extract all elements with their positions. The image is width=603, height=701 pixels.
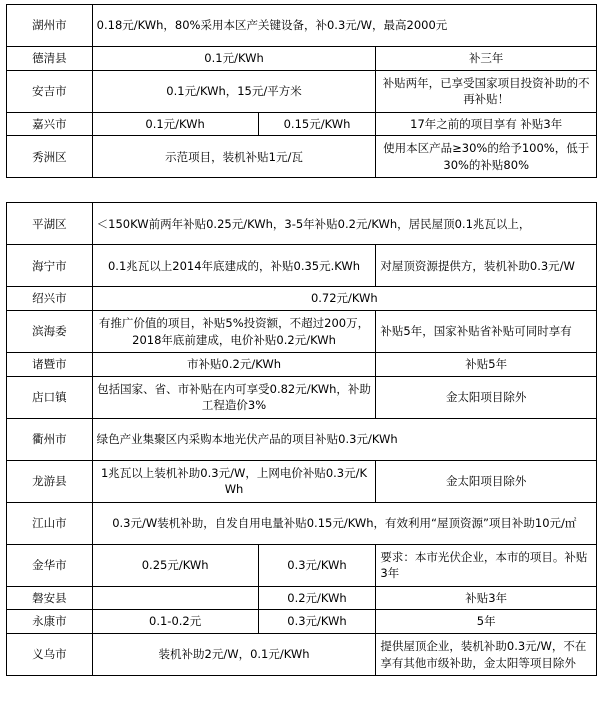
region-cell: 江山市 [7,502,93,544]
table-row [7,460,597,502]
content-cell: 示范项目，装机补贴1元/瓦 [92,136,376,178]
content-cell: 1兆瓦以上装机补助0.3元/W，上网电价补贴0.3元/KWh [92,460,376,502]
note-cell: 补贴3年 [376,586,597,610]
table-row [7,376,597,418]
region-cell: 海宁市 [7,245,93,287]
content-cell: 包括国家、省、市补贴在内可享受0.82元/KWh，补助工程造价3% [92,376,376,418]
content-cell-a: 0.25元/KWh [92,544,258,586]
table-row [7,586,597,610]
table-gap-divider [6,178,597,202]
table-row [7,610,597,634]
table-body-top [7,5,597,178]
content-cell: 0.1元/KWh，15元/平方米 [92,70,376,112]
content-cell-b: 0.15元/KWh [258,112,376,136]
table-row [7,136,597,178]
content-cell: 绿色产业集聚区内采购本地光伏产品的项目补贴0.3元/KWh [92,418,596,460]
note-cell: 17年之前的项目享有 补贴3年 [376,112,597,136]
table-row [7,634,597,676]
region-cell: 绍兴市 [7,287,93,311]
region-cell: 嘉兴市 [7,112,93,136]
content-cell: 市补贴0.2元/KWh [92,353,376,377]
region-cell: 永康市 [7,610,93,634]
region-cell: 滨海委 [7,311,93,353]
note-cell: 补贴两年，已享受国家项目投资补助的不再补贴！ [376,70,597,112]
subsidy-table-bottom [6,202,597,676]
region-cell: 店口镇 [7,376,93,418]
content-cell: 0.3元/W装机补助，自发自用电量补贴0.15元/KWh，有效利用“屋顶资源”项目补助10元/㎡ [92,502,596,544]
table-row [7,502,597,544]
content-cell-b: 0.3元/KWh [258,544,376,586]
table-row [7,5,597,47]
table-row [7,245,597,287]
content-cell: 0.1兆瓦以上2014年底建成的，补贴0.35元.KWh [92,245,376,287]
note-cell: 补贴5年 [376,353,597,377]
region-cell: 秀洲区 [7,136,93,178]
region-cell: 磐安县 [7,586,93,610]
content-cell: ＜150KW前两年补贴0.25元/KWh，3-5年补贴0.2元/KWh，居民屋顶0.1兆瓦以上， [92,203,596,245]
table-row [7,203,597,245]
table-row [7,311,597,353]
content-cell: 有推广价值的项目，补贴5%投资额，不超过200万，2018年底前建成，电价补贴0.2元/KWh [92,311,376,353]
note-cell: 要求：本市光伏企业，本市的项目。补贴3年 [376,544,597,586]
region-cell: 龙游县 [7,460,93,502]
content-cell-a [92,586,258,610]
subsidy-table-top [6,4,597,178]
content-cell: 0.18元/KWh，80%采用本区产关键设备，补0.3元/W，最高2000元 [92,5,596,47]
region-cell: 安吉市 [7,70,93,112]
region-cell: 诸暨市 [7,353,93,377]
region-cell: 义乌市 [7,634,93,676]
region-cell: 湖州市 [7,5,93,47]
note-cell: 金太阳项目除外 [376,376,597,418]
content-cell: 0.1元/KWh [92,47,376,71]
content-cell: 装机补助2元/W，0.1元/KWh [92,634,376,676]
content-cell-b: 0.3元/KWh [258,610,376,634]
table-row [7,47,597,71]
table-row [7,544,597,586]
note-cell: 补三年 [376,47,597,71]
content-cell-a: 0.1-0.2元 [92,610,258,634]
content-cell: 0.72元/KWh [92,287,596,311]
table-row [7,353,597,377]
content-cell-b: 0.2元/KWh [258,586,376,610]
note-cell: 补贴5年，国家补贴省补贴可同时享有 [376,311,597,353]
table-row [7,287,597,311]
table-body-bottom [7,203,597,676]
note-cell: 5年 [376,610,597,634]
region-cell: 金华市 [7,544,93,586]
table-row [7,70,597,112]
note-cell: 对屋顶资源提供方，装机补助0.3元/W [376,245,597,287]
note-cell: 提供屋顶企业，装机补助0.3元/W，不在享有其他市级补助，金太阳等项目除外 [376,634,597,676]
content-cell-a: 0.1元/KWh [92,112,258,136]
table-row [7,112,597,136]
region-cell: 德清县 [7,47,93,71]
region-cell: 衢州市 [7,418,93,460]
region-cell: 平湖区 [7,203,93,245]
note-cell: 使用本区产品≥30%的给予100%，低于30%的补贴80% [376,136,597,178]
note-cell: 金太阳项目除外 [376,460,597,502]
table-row [7,418,597,460]
